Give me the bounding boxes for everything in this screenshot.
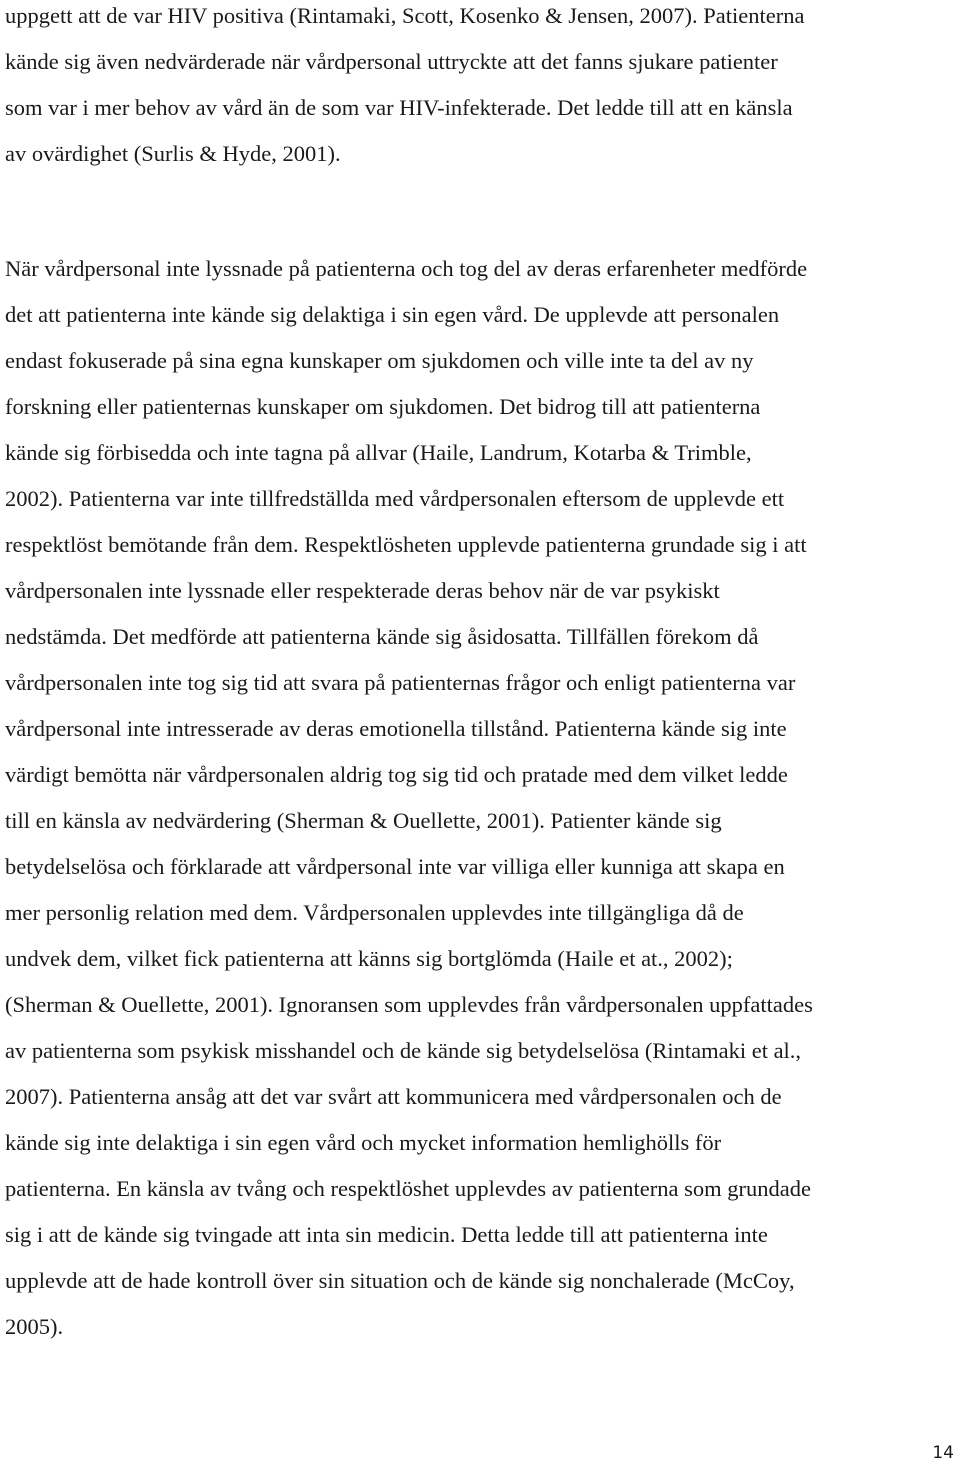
text-line: 2002). Patienterna var inte tillfredställda med vårdpersonalen eftersom de upplevde ett (5, 486, 785, 511)
text-line: som var i mer behov av vård än de som var HIV-infekterade. Det ledde till att en känsla (5, 95, 793, 120)
text-line: av ovärdighet (Surlis & Hyde, 2001). (5, 141, 341, 166)
text-line: av patienterna som psykisk misshandel och de kände sig betydelselösa (Rintamaki et al., (5, 1038, 802, 1063)
text-line: forskning eller patienternas kunskaper om sjukdomen. Det bidrog till att patienterna (5, 394, 761, 419)
text-line: värdigt bemötta när vårdpersonalen aldrig tog sig tid och pratade med dem vilket ledde (5, 762, 788, 787)
text-line: 2005). (5, 1314, 64, 1339)
text-line: vårdpersonalen inte lyssnade eller respekterade deras behov när de var psykiskt (5, 578, 720, 603)
text-line: uppgett att de var HIV positiva (Rintamaki, Scott, Kosenko & Jensen, 2007). Patienterna (5, 3, 805, 28)
text-line: betydelselösa och förklarade att vårdpersonal inte var villiga eller kunniga att skapa en (5, 854, 785, 879)
page-number: 14 (932, 1443, 954, 1463)
text-line: nedstämda. Det medförde att patienterna kände sig åsidosatta. Tillfällen förekom då (5, 624, 759, 649)
text-line: kände sig även nedvärderade när vårdpersonal uttryckte att det fanns sjukare patienter (5, 49, 778, 74)
text-line: till en känsla av nedvärdering (Sherman & Ouellette, 2001). Patienter kände sig (5, 808, 722, 833)
text-line: endast fokuserade på sina egna kunskaper om sjukdomen och ville inte ta del av ny (5, 348, 754, 373)
text-line: undvek dem, vilket fick patienterna att känns sig bortglömda (Haile et at., 2002); (5, 946, 733, 971)
text-line: När vårdpersonal inte lyssnade på patienterna och tog del av deras erfarenheter medförde (5, 256, 808, 281)
text-line: kände sig förbisedda och inte tagna på allvar (Haile, Landrum, Kotarba & Trimble, (5, 440, 752, 465)
body-paragraph (5, 0, 957, 177)
text-line: 2007). Patienterna ansåg att det var svårt att kommunicera med vårdpersonalen och de (5, 1084, 782, 1109)
text-line: upplevde att de hade kontroll över sin situation och de kände sig nonchalerade (McCoy, (5, 1268, 795, 1293)
text-line: mer personlig relation med dem. Vårdpersonalen upplevdes inte tillgängliga då de (5, 900, 744, 925)
text-line: vårdpersonal inte intresserade av deras emotionella tillstånd. Patienterna kände sig inte (5, 716, 787, 741)
text-line: sig i att de kände sig tvingade att inta sin medicin. Detta ledde till att patienterna inte (5, 1222, 768, 1247)
text-line: respektlöst bemötande från dem. Respektlösheten upplevde patienterna grundade sig i att (5, 532, 807, 557)
text-line: vårdpersonalen inte tog sig tid att svara på patienternas frågor och enligt patienterna var (5, 670, 796, 695)
text-line: (Sherman & Ouellette, 2001). Ignoransen som upplevdes från vårdpersonalen uppfattades (5, 992, 813, 1017)
text-line: patienterna. En känsla av tvång och respektlöshet upplevdes av patienterna som grundade (5, 1176, 811, 1201)
text-line: kände sig inte delaktiga i sin egen vård och mycket information hemlighölls för (5, 1130, 722, 1155)
text-line: det att patienterna inte kände sig delaktiga i sin egen vård. De upplevde att personalen (5, 302, 780, 327)
body-paragraph (5, 246, 957, 1350)
